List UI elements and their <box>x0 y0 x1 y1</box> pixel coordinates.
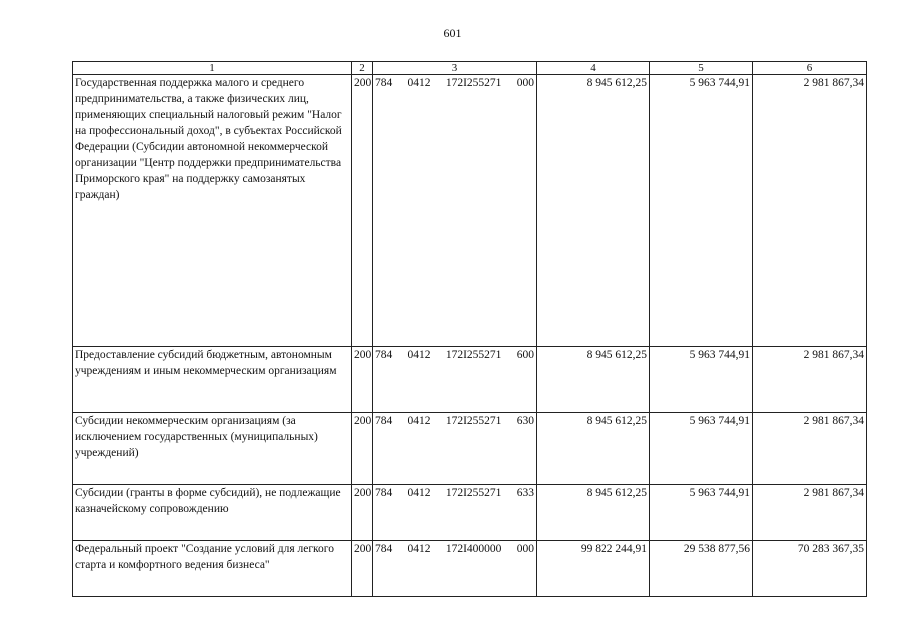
row-budget-code <box>373 485 537 541</box>
column-header-3: 3 <box>373 62 537 75</box>
code-section: 0412 <box>407 415 431 427</box>
table-row <box>73 413 867 485</box>
row-budget-code <box>373 75 537 347</box>
row-col5: 5 963 744,91 <box>650 75 753 347</box>
row-budget-code <box>373 541 537 597</box>
row-description: Государственная поддержка малого и среднего предпринимательства, а также физических лиц, применяющих специальный налоговый режим "Налог на профессиональный доход", в субъектах Российской Федерации (Субсидии автономной некоммерческой организации "Центр поддержки предпринимательства Приморского края" на поддержку самозанятых граждан) <box>73 75 352 347</box>
row-col2: 200 <box>352 541 373 597</box>
table-row <box>73 541 867 597</box>
code-section: 0412 <box>407 77 431 89</box>
code-grbs: 784 <box>375 487 393 499</box>
row-col6: 70 283 367,35 <box>753 541 867 597</box>
row-budget-code <box>373 413 537 485</box>
header-row <box>73 62 867 75</box>
row-col2: 200 <box>352 75 373 347</box>
row-budget-code <box>373 347 537 413</box>
row-col6: 2 981 867,34 <box>753 347 867 413</box>
table-row <box>73 347 867 413</box>
page-number: 601 <box>443 26 462 40</box>
column-header-4: 4 <box>537 62 650 75</box>
table-row <box>73 75 867 347</box>
code-type: 000 <box>516 77 534 89</box>
row-col6: 2 981 867,34 <box>753 75 867 347</box>
table-row <box>73 485 867 541</box>
code-target: 172I400000 <box>445 543 502 555</box>
row-col2: 200 <box>352 347 373 413</box>
row-col6: 2 981 867,34 <box>753 485 867 541</box>
code-section: 0412 <box>407 543 431 555</box>
row-description: Предоставление субсидий бюджетным, автономным учреждениям и иным некоммерческим организациям <box>73 347 352 413</box>
code-type: 600 <box>516 349 534 361</box>
code-grbs: 784 <box>375 543 393 555</box>
code-target: 172I255271 <box>445 77 502 89</box>
code-grbs: 784 <box>375 77 393 89</box>
budget-table <box>72 61 867 597</box>
code-type: 633 <box>516 487 534 499</box>
row-col4: 8 945 612,25 <box>537 413 650 485</box>
column-header-2: 2 <box>352 62 373 75</box>
row-col4: 8 945 612,25 <box>537 347 650 413</box>
code-target: 172I255271 <box>445 415 502 427</box>
row-description: Субсидии некоммерческим организациям (за исключением государственных (муниципальных) учреждений) <box>73 413 352 485</box>
column-header-6: 6 <box>753 62 867 75</box>
row-col4: 99 822 244,91 <box>537 541 650 597</box>
row-col2: 200 <box>352 413 373 485</box>
row-col4: 8 945 612,25 <box>537 485 650 541</box>
row-col5: 5 963 744,91 <box>650 347 753 413</box>
column-header-5: 5 <box>650 62 753 75</box>
row-col5: 5 963 744,91 <box>650 413 753 485</box>
code-type: 630 <box>516 415 534 427</box>
row-col6: 2 981 867,34 <box>753 413 867 485</box>
row-col2: 200 <box>352 485 373 541</box>
row-col4: 8 945 612,25 <box>537 75 650 347</box>
row-col5: 5 963 744,91 <box>650 485 753 541</box>
code-target: 172I255271 <box>445 349 502 361</box>
code-target: 172I255271 <box>445 487 502 499</box>
row-description: Субсидии (гранты в форме субсидий), не подлежащие казначейскому сопровождению <box>73 485 352 541</box>
row-description: Федеральный проект "Создание условий для легкого старта и комфортного ведения бизнеса" <box>73 541 352 597</box>
code-section: 0412 <box>407 487 431 499</box>
code-section: 0412 <box>407 349 431 361</box>
column-header-1: 1 <box>73 62 352 75</box>
row-col5: 29 538 877,56 <box>650 541 753 597</box>
code-type: 000 <box>516 543 534 555</box>
code-grbs: 784 <box>375 415 393 427</box>
code-grbs: 784 <box>375 349 393 361</box>
